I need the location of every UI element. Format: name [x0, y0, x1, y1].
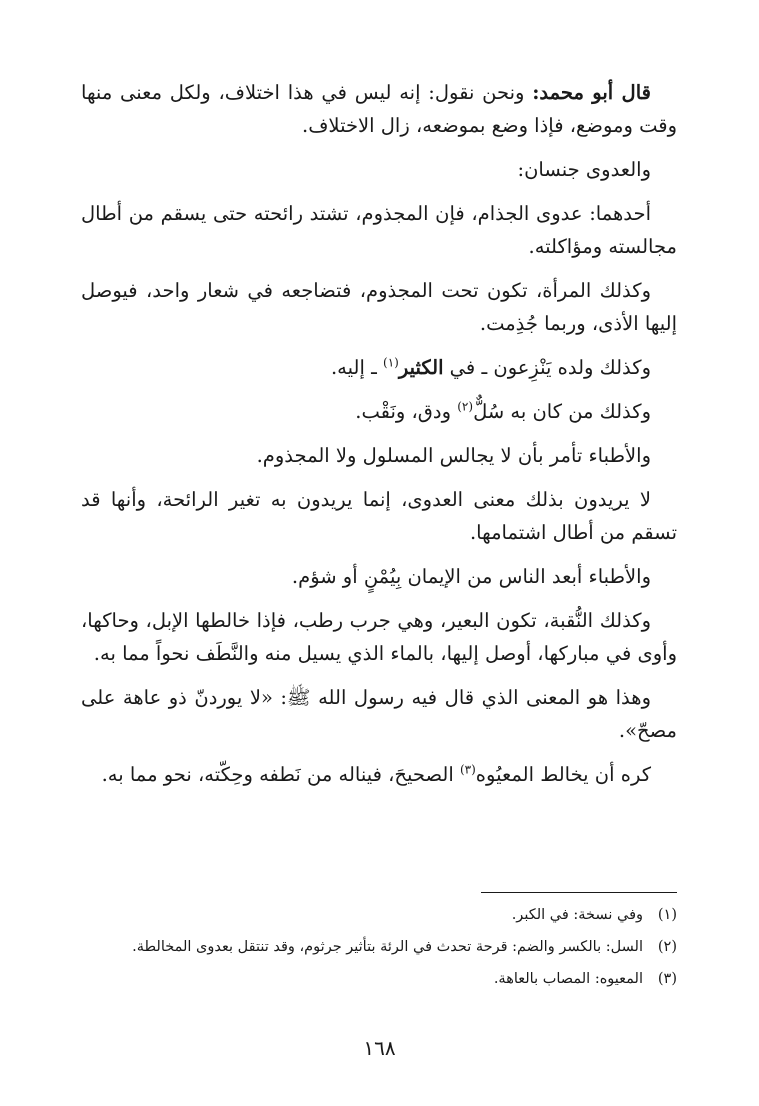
paragraph-12-text-b: الصحيحَ، فيناله من نَطفه وحِكّته، نحو مما به.	[101, 763, 460, 786]
paragraph-9: والأطباء أبعد الناس من الإيمان بِيُمْنٍ أو شؤم.	[291, 565, 651, 588]
main-text	[81, 76, 677, 802]
paragraph-6-text-a: وكذلك من كان به سُلٌّ	[473, 400, 651, 423]
paragraph-4: وكذلك المرأة، تكون تحت المجذوم، فتضاجعه في شعار واحد، فيوصل إليها الأذى، وربما جُذِمت.	[81, 279, 677, 335]
footnote-number: (٣)	[657, 971, 677, 987]
paragraph-5-bold: الكثير	[398, 356, 444, 379]
footnote-divider	[481, 892, 677, 893]
footnote-number: (٢)	[657, 939, 677, 955]
speaker-lead: قال أبو محمد:	[532, 81, 651, 104]
footnote-number: (١)	[657, 907, 677, 923]
footnote	[81, 967, 677, 991]
paragraph-2: والعدوى جنسان:	[517, 158, 651, 181]
paragraph-8: لا يريدون بذلك معنى العدوى، إنما يريدون به تغير الرائحة، وأنها قد تسقم من أطال اشتمامها.	[81, 488, 677, 544]
paragraph-3: أحدهما: عدوى الجذام، فإن المجذوم، تشتد رائحته حتى يسقم من أطال مجالسته ومؤاكلته.	[81, 202, 677, 258]
paragraph-1-text: ونحن نقول: إنه ليس في هذا اختلاف، ولكل معنى منها وقت وموضع، فإذا وضع بموضعه، زال الاختلاف.	[81, 81, 677, 137]
paragraph-12-text-a: كره أن يخالط المعيُوه	[475, 763, 651, 786]
paragraph-5-text-a: وكذلك ولده يَنْزِعون ـ في	[443, 356, 651, 379]
footnote-ref-2[interactable]: (٢)	[457, 399, 474, 414]
footnote	[81, 903, 677, 927]
footnote-text: السل: بالكسر والضم: قرحة تحدث في الرئة بتأثير جرثوم، وقد تنتقل بعدوى المخالطة.	[132, 939, 643, 955]
paragraph-1	[81, 76, 677, 142]
paragraph-10: وكذلك النُّقبة، تكون البعير، وهي جرب رطب، فإذا خالطها الإبل، وحاكها، وأوى في مباركها، أوصل إليها، بالماء الذي يسيل منه والنَّطَف نحواً مما به.	[81, 609, 677, 665]
paragraph-6-text-b: ودق، ونَقْب.	[355, 400, 458, 423]
footnotes	[81, 903, 677, 999]
footnote-text: وفي نسخة: في الكبر.	[511, 907, 643, 923]
paragraph-5	[81, 351, 677, 384]
footnote	[81, 935, 677, 959]
paragraph-12	[81, 758, 677, 791]
paragraph-6	[81, 395, 677, 428]
page-number: ١٦٨	[363, 1036, 396, 1060]
footnote-text: المعيوه: المصاب بالعاهة.	[493, 971, 643, 987]
paragraph-11: وهذا هو المعنى الذي قال فيه رسول الله ﷺ: «لا يوردنّ ذو عاهة على مصحّ».	[81, 686, 677, 742]
footnote-ref-3[interactable]: (٣)	[459, 762, 476, 777]
paragraph-7: والأطباء تأمر بأن لا يجالس المسلول ولا المجذوم.	[256, 444, 651, 467]
paragraph-5-text-b: ـ إليه.	[330, 356, 383, 379]
footnote-ref-1[interactable]: (١)	[383, 355, 399, 370]
